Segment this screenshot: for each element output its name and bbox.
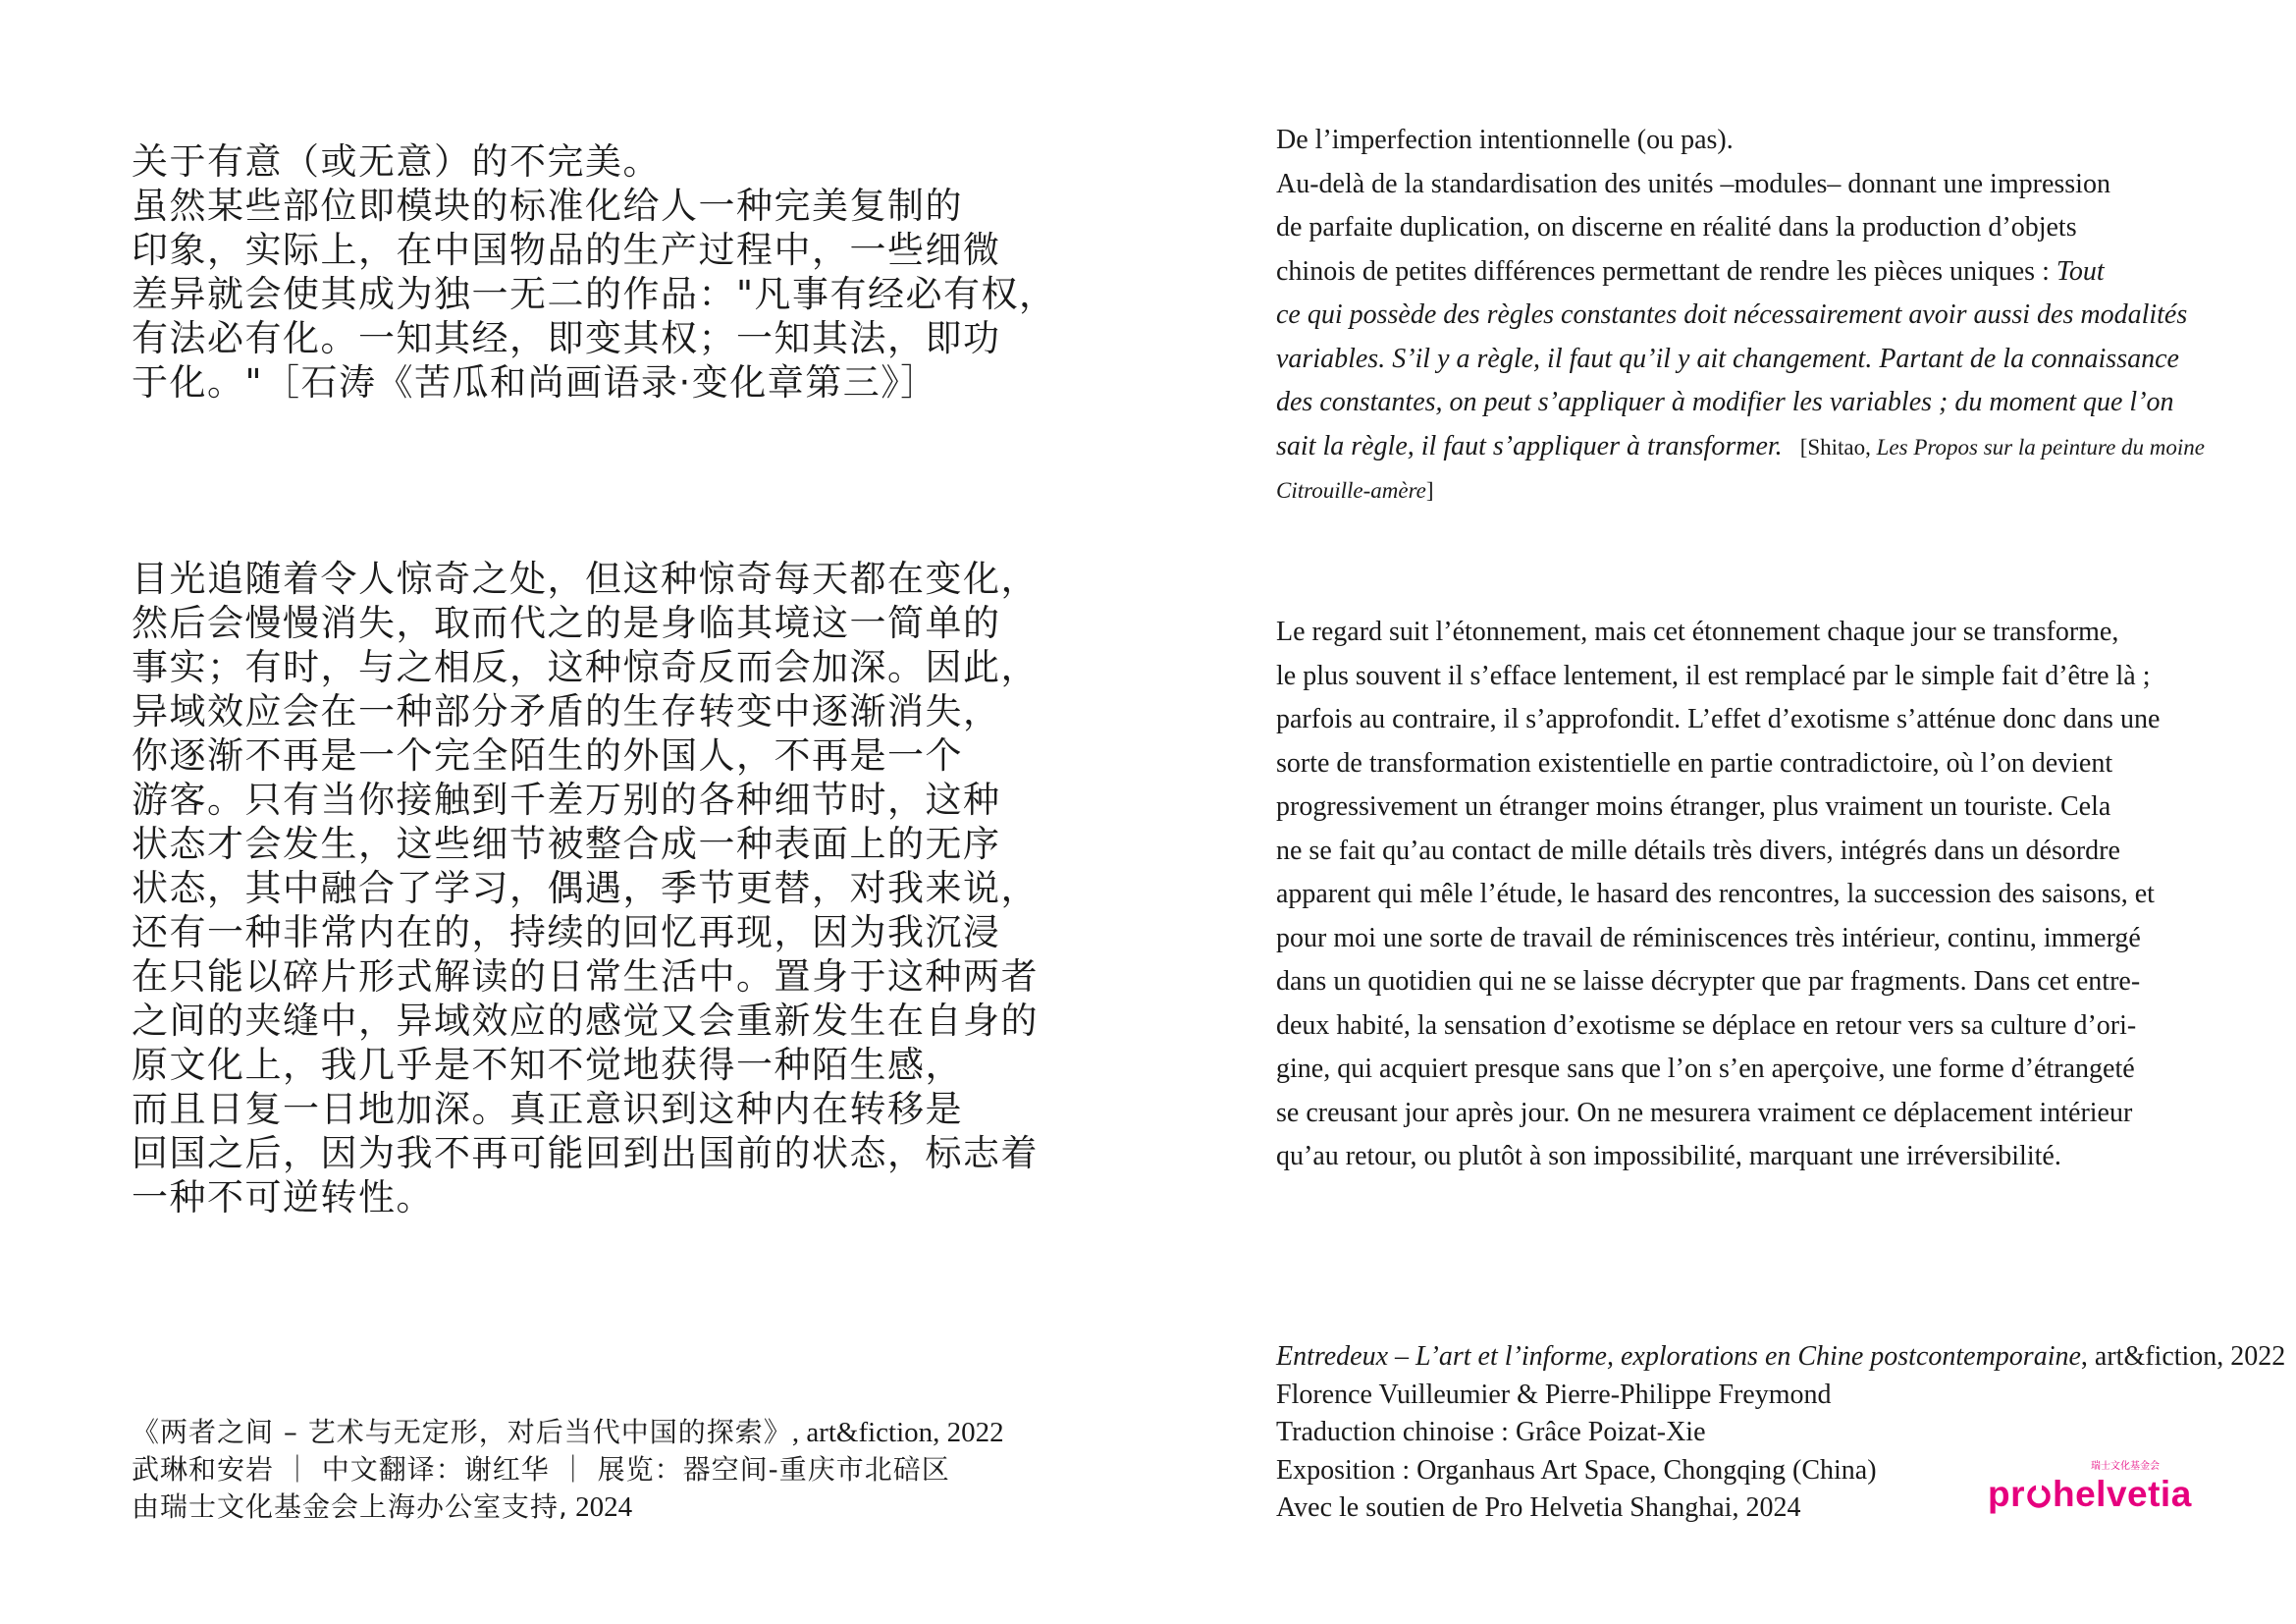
fr-credits-title — [1276, 1338, 2285, 1377]
logo-wordmark — [1988, 1474, 2204, 1515]
zh-intro-line: 关于有意（或无意）的不完美。 — [132, 140, 661, 183]
zh-body-line: 还有一种非常内在的，持续的回忆再现，因为我沉浸 — [132, 911, 1001, 953]
zh-body-line: 状态才会发生，这些细节被整合成一种表面上的无序 — [132, 823, 1001, 865]
fr-intro — [1276, 119, 2205, 514]
fr-quote: sait la règle, il faut s’appliquer à transformer. — [1276, 430, 1783, 461]
zh-body-line: 游客。只有当你接触到千差万别的各种细节时，这种 — [132, 779, 1001, 821]
zh-body-line: 异域效应会在一种部分矛盾的生存转变中逐渐消失， — [132, 690, 1001, 732]
zh-body-line: 原文化上，我几乎是不知不觉地获得一种陌生感， — [132, 1044, 963, 1086]
fr-citation-line — [1276, 469, 2205, 514]
fr-body-line: deux habité, la sensation d’exotisme se déplace en retour vers sa culture d’ori- — [1276, 1009, 2137, 1041]
fr-body-line: ne se fait qu’au contact de mille détails très divers, intégrés dans un désordre — [1276, 835, 2120, 866]
zh-body-line: 然后会慢慢消失，取而代之的是身临其境这一简单的 — [132, 602, 1001, 644]
fr-body-line: apparent qui mêle l’étude, le hasard des rencontres, la succession des saisons, et — [1276, 879, 2155, 909]
fr-body-line: sorte de transformation existentielle en partie contradictoire, où l’on devient — [1276, 747, 2113, 779]
zh-body-line: 回国之后，因为我不再可能回到出国前的状态，标志着 — [132, 1132, 1039, 1174]
fr-intro-line: de parfaite duplication, on discerne en réalité dans la production d’objets — [1276, 212, 2077, 243]
fr-intro-text: chinois de petites différences permettant de rendre les pièces uniques : — [1276, 255, 2056, 287]
fr-body-line: parfois au contraire, il s’approfondit. L’effet d’exotisme s’atténue donc dans une — [1276, 704, 2161, 734]
fr-intro-line — [1276, 250, 2205, 295]
zh-support-year: 2024 — [567, 1491, 633, 1523]
zh-intro-line: 差异就会使其成为独一无二的作品："凡事有经必有权， — [132, 273, 1057, 315]
zh-credits-authors: 武琳和安岩 ｜ 中文翻译：谢红华 ｜ 展览：器空间-重庆市北碚区 — [132, 1453, 950, 1486]
fr-body-line: dans un quotidien qui ne se laisse décrypter que par fragments. Dans cet entre- — [1276, 966, 2141, 997]
zh-body-line: 在只能以碎片形式解读的日常生活中。置身于这种两者 — [132, 955, 1039, 998]
zh-intro — [132, 139, 1057, 405]
logo-wordmark-post: helvetia — [2053, 1474, 2192, 1514]
zh-intro-line: 虽然某些部位即模块的标准化给人一种完美复制的 — [132, 185, 963, 227]
fr-quote: Tout — [2056, 255, 2105, 287]
fr-citation: [Shitao, — [1799, 434, 1877, 460]
fr-credits-support: Avec le soutien de Pro Helvetia Shanghai, 2024 — [1276, 1492, 1801, 1523]
zh-intro-line: 有法必有化。一知其经，即变其权；一知其法，即功 — [132, 317, 1001, 359]
zh-body — [132, 557, 1039, 1219]
fr-credits-exhibition: Exposition : Organhaus Art Space, Chongqing (China) — [1276, 1454, 1877, 1486]
fr-body-line: qu’au retour, ou plutôt à son impossibilité, marquant une irréversibilité. — [1276, 1141, 2061, 1171]
zh-body-line: 事实；有时，与之相反，这种惊奇反而会加深。因此， — [132, 646, 1039, 688]
zh-credits — [132, 1414, 1004, 1526]
fr-publisher: , art&fiction, 2022 — [2080, 1341, 2286, 1372]
fr-citation-close: ] — [1425, 478, 1434, 503]
zh-intro-line: 于化。"［石涛《苦瓜和尚画语录·变化章第三》］ — [132, 361, 938, 404]
fr-intro-line: Au-delà de la standardisation des unités –modules– donnant une impression — [1276, 168, 2110, 199]
zh-body-line: 状态，其中融合了学习，偶遇，季节更替，对我来说， — [132, 867, 1039, 909]
zh-credits-title — [132, 1414, 1004, 1451]
zh-book-title: 《两者之间 – 艺术与无定形，对后当代中国的探索》 — [132, 1416, 792, 1448]
logo-o-mark-icon — [2026, 1484, 2052, 1509]
fr-quote-line — [1276, 425, 2205, 470]
fr-intro-heading: De l’imperfection intentionnelle (ou pas). — [1276, 125, 1734, 155]
zh-support-text: 由瑞士文化基金会上海办公室支持, — [132, 1490, 568, 1523]
fr-body — [1276, 611, 2160, 1179]
fr-citation-title: Les Propos sur la peinture du moine — [1876, 434, 2205, 460]
zh-publisher: , art&fiction, 2022 — [791, 1417, 1004, 1448]
zh-body-line: 而且日复一日地加深。真正意识到这种内在转移是 — [132, 1088, 963, 1130]
fr-body-line: gine, qui acquiert presque sans que l’on s’en aperçoive, une forme d’étrangeté — [1276, 1054, 2135, 1084]
zh-intro-line: 印象，实际上，在中国物品的生产过程中，一些细微 — [132, 229, 1001, 271]
zh-body-line: 目光追随着令人惊奇之处，但这种惊奇每天都在变化， — [132, 558, 1039, 600]
zh-credits-support — [132, 1489, 1004, 1526]
fr-citation-title: Citrouille-amère — [1276, 478, 1426, 503]
logo-chinese-text: 瑞士文化基金会 — [2091, 1461, 2160, 1472]
zh-body-line: 之间的夹缝中，异域效应的感觉又会重新发生在自身的 — [132, 1000, 1039, 1042]
fr-body-line: progressivement un étranger moins étranger, plus vraiment un touriste. Cela — [1276, 791, 2111, 822]
logo-wordmark-pre: pr — [1988, 1474, 2025, 1514]
fr-credits-authors: Florence Vuilleumier & Pierre-Philippe Freymond — [1276, 1379, 1832, 1410]
zh-body-line: 你逐渐不再是一个完全陌生的外国人，不再是一个 — [132, 734, 963, 777]
fr-body-line: Le regard suit l’étonnement, mais cet étonnement chaque jour se transforme, — [1276, 617, 2119, 647]
pro-helvetia-logo — [1988, 1457, 2204, 1515]
fr-quote-line: des constantes, on peut s’appliquer à modifier les variables ; du moment que l’on — [1276, 387, 2174, 417]
fr-body-line: se creusant jour après jour. On ne mesurera vraiment ce déplacement intérieur — [1276, 1097, 2133, 1128]
zh-body-line: 一种不可逆转性。 — [132, 1176, 434, 1218]
fr-quote-line: ce qui possède des règles constantes doit nécessairement avoir aussi des modalités — [1276, 299, 2188, 330]
fr-credits-translation: Traduction chinoise : Grâce Poizat-Xie — [1276, 1417, 1706, 1447]
fr-body-line: pour moi une sorte de travail de réminiscences très intérieur, continu, immergé — [1276, 922, 2141, 953]
fr-book-title: Entredeux – L’art et l’informe, explorations en Chine postcontemporaine — [1276, 1341, 2081, 1372]
fr-quote-line: variables. S’il y a règle, il faut qu’il y ait changement. Partant de la connaissance — [1276, 343, 2179, 374]
fr-body-line: le plus souvent il s’efface lentement, il est remplacé par le simple fait d’être là ; — [1276, 660, 2151, 691]
